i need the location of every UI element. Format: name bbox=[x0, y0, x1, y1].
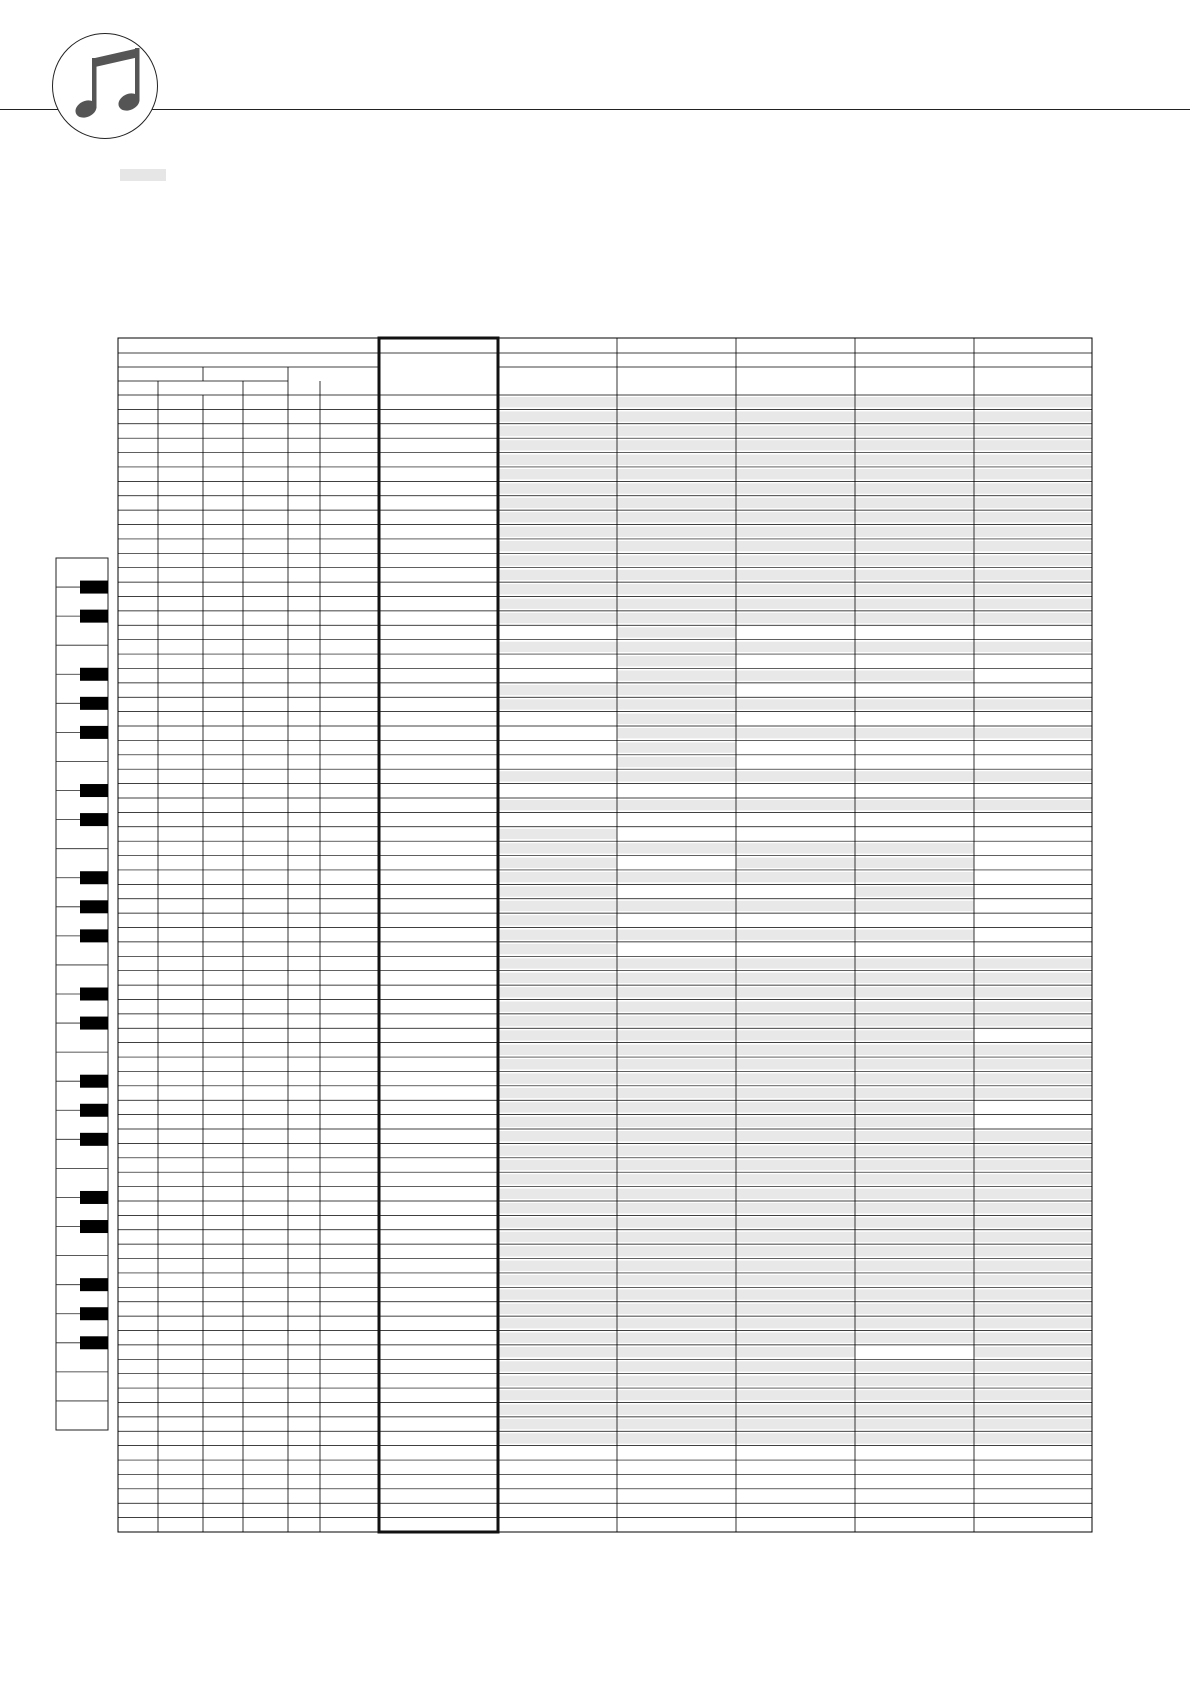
black-key bbox=[80, 610, 108, 623]
black-key bbox=[80, 1017, 108, 1030]
black-key bbox=[80, 581, 108, 594]
black-key bbox=[80, 697, 108, 710]
black-key bbox=[80, 1133, 108, 1146]
black-key bbox=[80, 1307, 108, 1320]
black-key bbox=[80, 1220, 108, 1233]
black-key bbox=[80, 1278, 108, 1291]
black-key bbox=[80, 668, 108, 681]
black-key bbox=[80, 1075, 108, 1088]
black-key bbox=[80, 871, 108, 884]
black-key bbox=[80, 726, 108, 739]
black-key bbox=[80, 1191, 108, 1204]
black-key bbox=[80, 988, 108, 1001]
black-key bbox=[80, 1336, 108, 1349]
black-key bbox=[80, 784, 108, 797]
black-key bbox=[80, 813, 108, 826]
black-key bbox=[80, 900, 108, 913]
black-key bbox=[80, 929, 108, 942]
black-key bbox=[80, 1104, 108, 1117]
